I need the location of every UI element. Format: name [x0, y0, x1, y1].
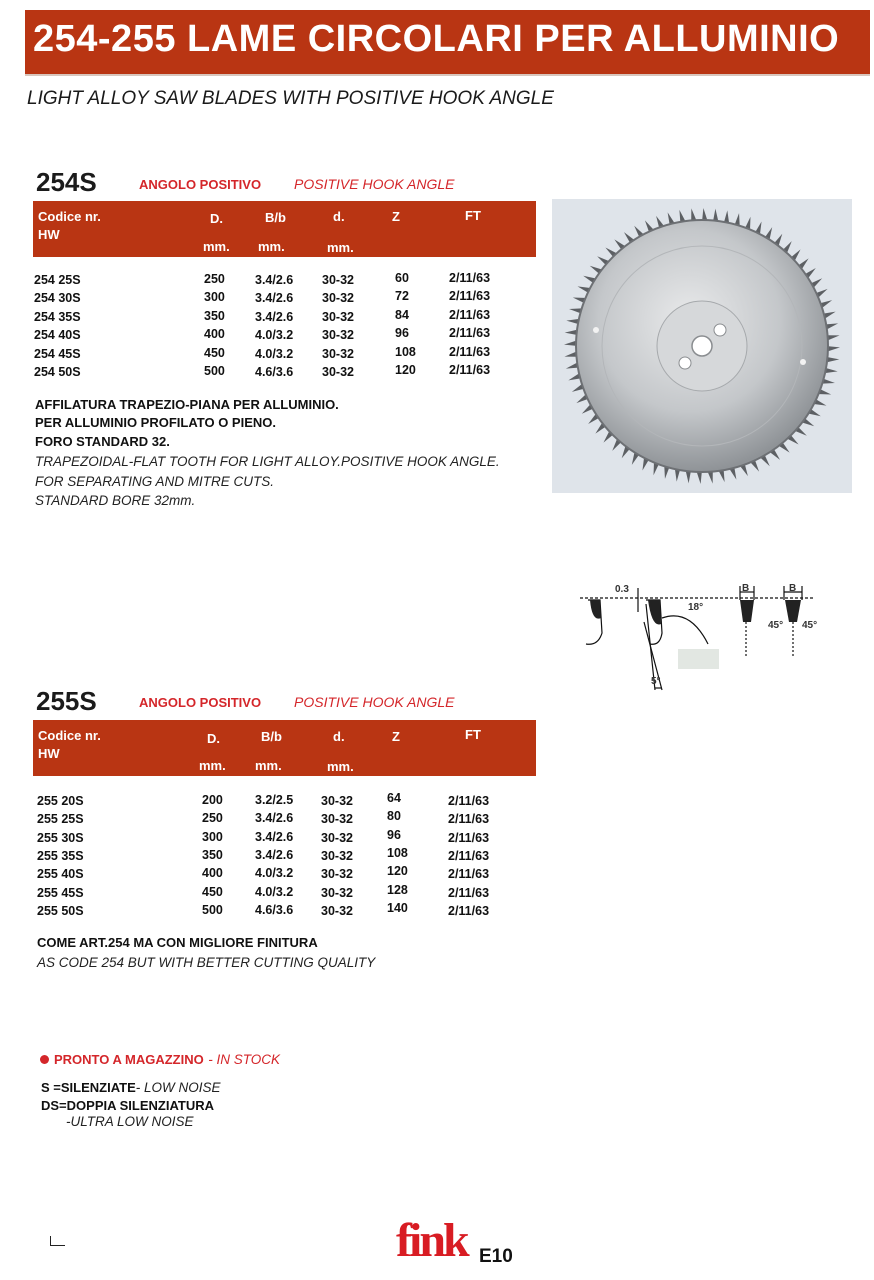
cell-code: 255 25S	[37, 812, 84, 827]
cell-ft: 2/11/63	[449, 363, 491, 377]
table-body-255	[33, 793, 536, 923]
cell-ft: 2/11/63	[448, 903, 490, 918]
table-row	[33, 290, 536, 308]
cell-bb: 4.0/3.2	[255, 328, 294, 343]
unit-bb: mm.	[255, 758, 282, 773]
cell-bb: 3.2/2.5	[255, 793, 294, 807]
cell-bb: 4.0/3.2	[255, 866, 294, 881]
stock-label-it: PRONTO A MAGAZZINO	[54, 1052, 204, 1067]
cell-code: 254 30S	[34, 291, 81, 306]
note-it-254-1: AFFILATURA TRAPEZIO-PIANA PER ALLUMINIO.	[35, 397, 339, 412]
cell-bore: 30-32	[322, 291, 354, 306]
cell-code: 255 35S	[37, 848, 84, 863]
col-hw: HW	[38, 746, 60, 761]
cell-d: 400	[204, 327, 225, 342]
label-5: 5°	[651, 676, 661, 687]
cell-code: 255 45S	[37, 885, 84, 900]
cell-code: 255 40S	[37, 867, 84, 882]
cell-z: 140	[387, 900, 408, 915]
cell-bore: 30-32	[322, 346, 354, 361]
cell-d: 500	[202, 902, 223, 917]
cell-z: 84	[395, 307, 409, 322]
double-silent-label: DS=DOPPIA SILENZIATURA	[41, 1098, 214, 1113]
col-ft: FT	[465, 208, 481, 223]
page-subtitle: LIGHT ALLOY SAW BLADES WITH POSITIVE HOOK ANGLE	[27, 88, 554, 109]
cell-bore: 30-32	[321, 830, 353, 845]
cell-z: 64	[387, 791, 401, 805]
table-header-254	[33, 201, 536, 257]
title-banner	[25, 10, 870, 76]
note-it-254-3: FORO STANDARD 32.	[35, 434, 170, 449]
label-45-1: 45°	[768, 620, 784, 631]
cell-code: 254 25S	[34, 273, 81, 287]
cell-d: 350	[204, 308, 225, 323]
table-row	[33, 327, 536, 345]
cell-z: 120	[395, 363, 416, 377]
page-title: 254-255 LAME CIRCOLARI PER ALLUMINIO	[33, 18, 840, 60]
cell-d: 300	[204, 290, 225, 305]
col-z: Z	[392, 729, 400, 744]
cell-ft: 2/11/63	[448, 812, 490, 827]
cell-bore: 30-32	[321, 903, 353, 918]
cell-bore: 30-32	[321, 848, 353, 863]
stock-legend	[40, 1051, 280, 1069]
cell-code: 255 20S	[37, 794, 84, 808]
table-row	[33, 811, 536, 829]
tooth-geometry-diagram	[580, 578, 830, 698]
table-row	[33, 866, 536, 884]
cell-z: 60	[395, 271, 409, 285]
cell-bore: 30-32	[322, 309, 354, 324]
cell-d: 350	[202, 847, 223, 862]
angle-label-it-254: ANGOLO POSITIVO	[139, 177, 262, 192]
cell-code: 255 50S	[37, 903, 84, 918]
cell-bb: 3.4/2.6	[255, 829, 294, 844]
col-z: Z	[392, 209, 400, 224]
cell-bb: 3.4/2.6	[255, 309, 294, 324]
cell-z: 108	[395, 344, 416, 359]
cell-z: 72	[395, 289, 409, 304]
saw-blade-image	[552, 199, 852, 493]
note-it-255: COME ART.254 MA CON MIGLIORE FINITURA	[37, 935, 318, 950]
cell-ft: 2/11/63	[449, 344, 491, 359]
cell-ft: 2/11/63	[448, 848, 490, 863]
angle-label-en-254: POSITIVE HOOK ANGLE	[294, 176, 455, 192]
angle-label-it-255: ANGOLO POSITIVO	[139, 695, 262, 710]
cell-d: 250	[204, 272, 225, 286]
cell-code: 254 40S	[34, 328, 81, 343]
cell-d: 300	[202, 829, 223, 844]
col-code: Codice nr.	[38, 209, 101, 224]
cell-ft: 2/11/63	[448, 867, 490, 882]
label-03: 0.3	[615, 584, 629, 595]
product-code-254: 254S	[36, 167, 97, 197]
col-ft: FT	[465, 727, 481, 742]
brand-logo: fink	[396, 1214, 467, 1267]
cell-ft: 2/11/63	[448, 885, 490, 900]
stock-label-en: - IN STOCK	[208, 1052, 280, 1067]
cell-ft: 2/11/63	[449, 326, 491, 341]
col-d: D.	[207, 731, 220, 746]
cell-bb: 3.4/2.6	[255, 291, 294, 306]
note-en-255: AS CODE 254 BUT WITH BETTER CUTTING QUALITY	[37, 955, 376, 970]
table-row	[33, 309, 536, 327]
cell-bb: 4.6/3.6	[255, 902, 294, 917]
cell-bb: 4.0/3.2	[255, 884, 294, 899]
cell-d: 450	[204, 345, 225, 360]
cell-z: 128	[387, 882, 408, 897]
double-silent-label-en: -ULTRA LOW NOISE	[66, 1114, 194, 1129]
col-bore: d.	[333, 729, 345, 744]
silent-label: S =SILENZIATE	[41, 1080, 136, 1095]
label-18: 18°	[688, 602, 704, 613]
cell-bore: 30-32	[322, 328, 354, 343]
cell-z: 120	[387, 864, 408, 879]
table-row	[33, 827, 536, 848]
table-header-255	[33, 720, 536, 776]
stock-dot-icon	[40, 1055, 49, 1064]
cell-code: 254 45S	[34, 346, 81, 361]
col-code: Codice nr.	[38, 728, 101, 743]
label-b-2: B	[789, 583, 797, 594]
note-en-254-2: FOR SEPARATING AND MITRE CUTS.	[35, 474, 275, 489]
note-it-254-2: PER ALLUMINIO PROFILATO O PIENO.	[35, 415, 276, 430]
cell-bore: 30-32	[321, 885, 353, 900]
tooth-geometry-svg	[580, 578, 830, 698]
table-row	[33, 793, 536, 811]
cell-bb: 3.4/2.6	[255, 273, 294, 287]
cell-z: 96	[387, 827, 401, 842]
cell-bore: 30-32	[322, 273, 354, 287]
corner-mark-h	[50, 1245, 65, 1246]
unit-bore: mm.	[327, 759, 354, 774]
cell-d: 400	[202, 866, 223, 881]
cell-z: 96	[395, 326, 409, 341]
cell-code: 254 35S	[34, 309, 81, 324]
note-en-254-1: TRAPEZOIDAL-FLAT TOOTH FOR LIGHT ALLOY.POSITIVE HOOK ANGLE.	[35, 454, 500, 469]
unit-d: mm.	[203, 239, 230, 254]
cell-ft: 2/11/63	[449, 289, 491, 304]
cell-d: 250	[202, 811, 223, 826]
cell-d: 200	[202, 793, 223, 807]
label-b-1: B	[742, 583, 750, 594]
table-row	[33, 882, 536, 903]
cell-ft: 2/11/63	[449, 271, 491, 285]
silent-label-en: - LOW NOISE	[135, 1080, 221, 1095]
table-row	[33, 900, 536, 921]
col-bore: d.	[333, 209, 345, 224]
cell-d: 450	[202, 884, 223, 899]
cell-bb: 3.4/2.6	[255, 811, 294, 826]
table-row	[33, 845, 536, 866]
cell-bore: 30-32	[321, 794, 353, 808]
label-45-2: 45°	[802, 620, 818, 631]
cell-z: 80	[387, 809, 401, 824]
cell-ft: 2/11/63	[448, 794, 490, 808]
saw-blade-photo	[552, 199, 852, 493]
cell-bb: 3.4/2.6	[255, 847, 294, 862]
cell-bore: 30-32	[322, 365, 354, 379]
cell-bb: 4.6/3.6	[255, 365, 294, 379]
cell-code: 255 30S	[37, 830, 84, 845]
col-bb: B/b	[265, 210, 286, 225]
cell-ft: 2/11/63	[448, 830, 490, 845]
unit-bb: mm.	[258, 239, 285, 254]
cell-ft: 2/11/63	[449, 307, 491, 322]
table-body-254	[33, 272, 536, 387]
table-row	[33, 272, 536, 290]
cell-bb: 4.0/3.2	[255, 346, 294, 361]
angle-label-en-255: POSITIVE HOOK ANGLE	[294, 694, 455, 710]
cell-code: 254 50S	[34, 365, 81, 379]
cell-bore: 30-32	[321, 867, 353, 882]
unit-d: mm.	[199, 758, 226, 773]
product-code-255: 255S	[36, 686, 97, 716]
col-d: D.	[210, 211, 223, 226]
note-en-254-3: STANDARD BORE 32mm.	[35, 493, 196, 508]
col-bb: B/b	[261, 729, 282, 744]
table-row	[33, 346, 536, 364]
table-row	[33, 364, 536, 382]
col-hw: HW	[38, 227, 60, 242]
cell-d: 500	[204, 364, 225, 378]
cell-z: 108	[387, 845, 408, 860]
cell-bore: 30-32	[321, 812, 353, 827]
unit-bore: mm.	[327, 240, 354, 255]
page-number: E10	[479, 1246, 513, 1267]
silent-legend	[41, 1079, 221, 1097]
